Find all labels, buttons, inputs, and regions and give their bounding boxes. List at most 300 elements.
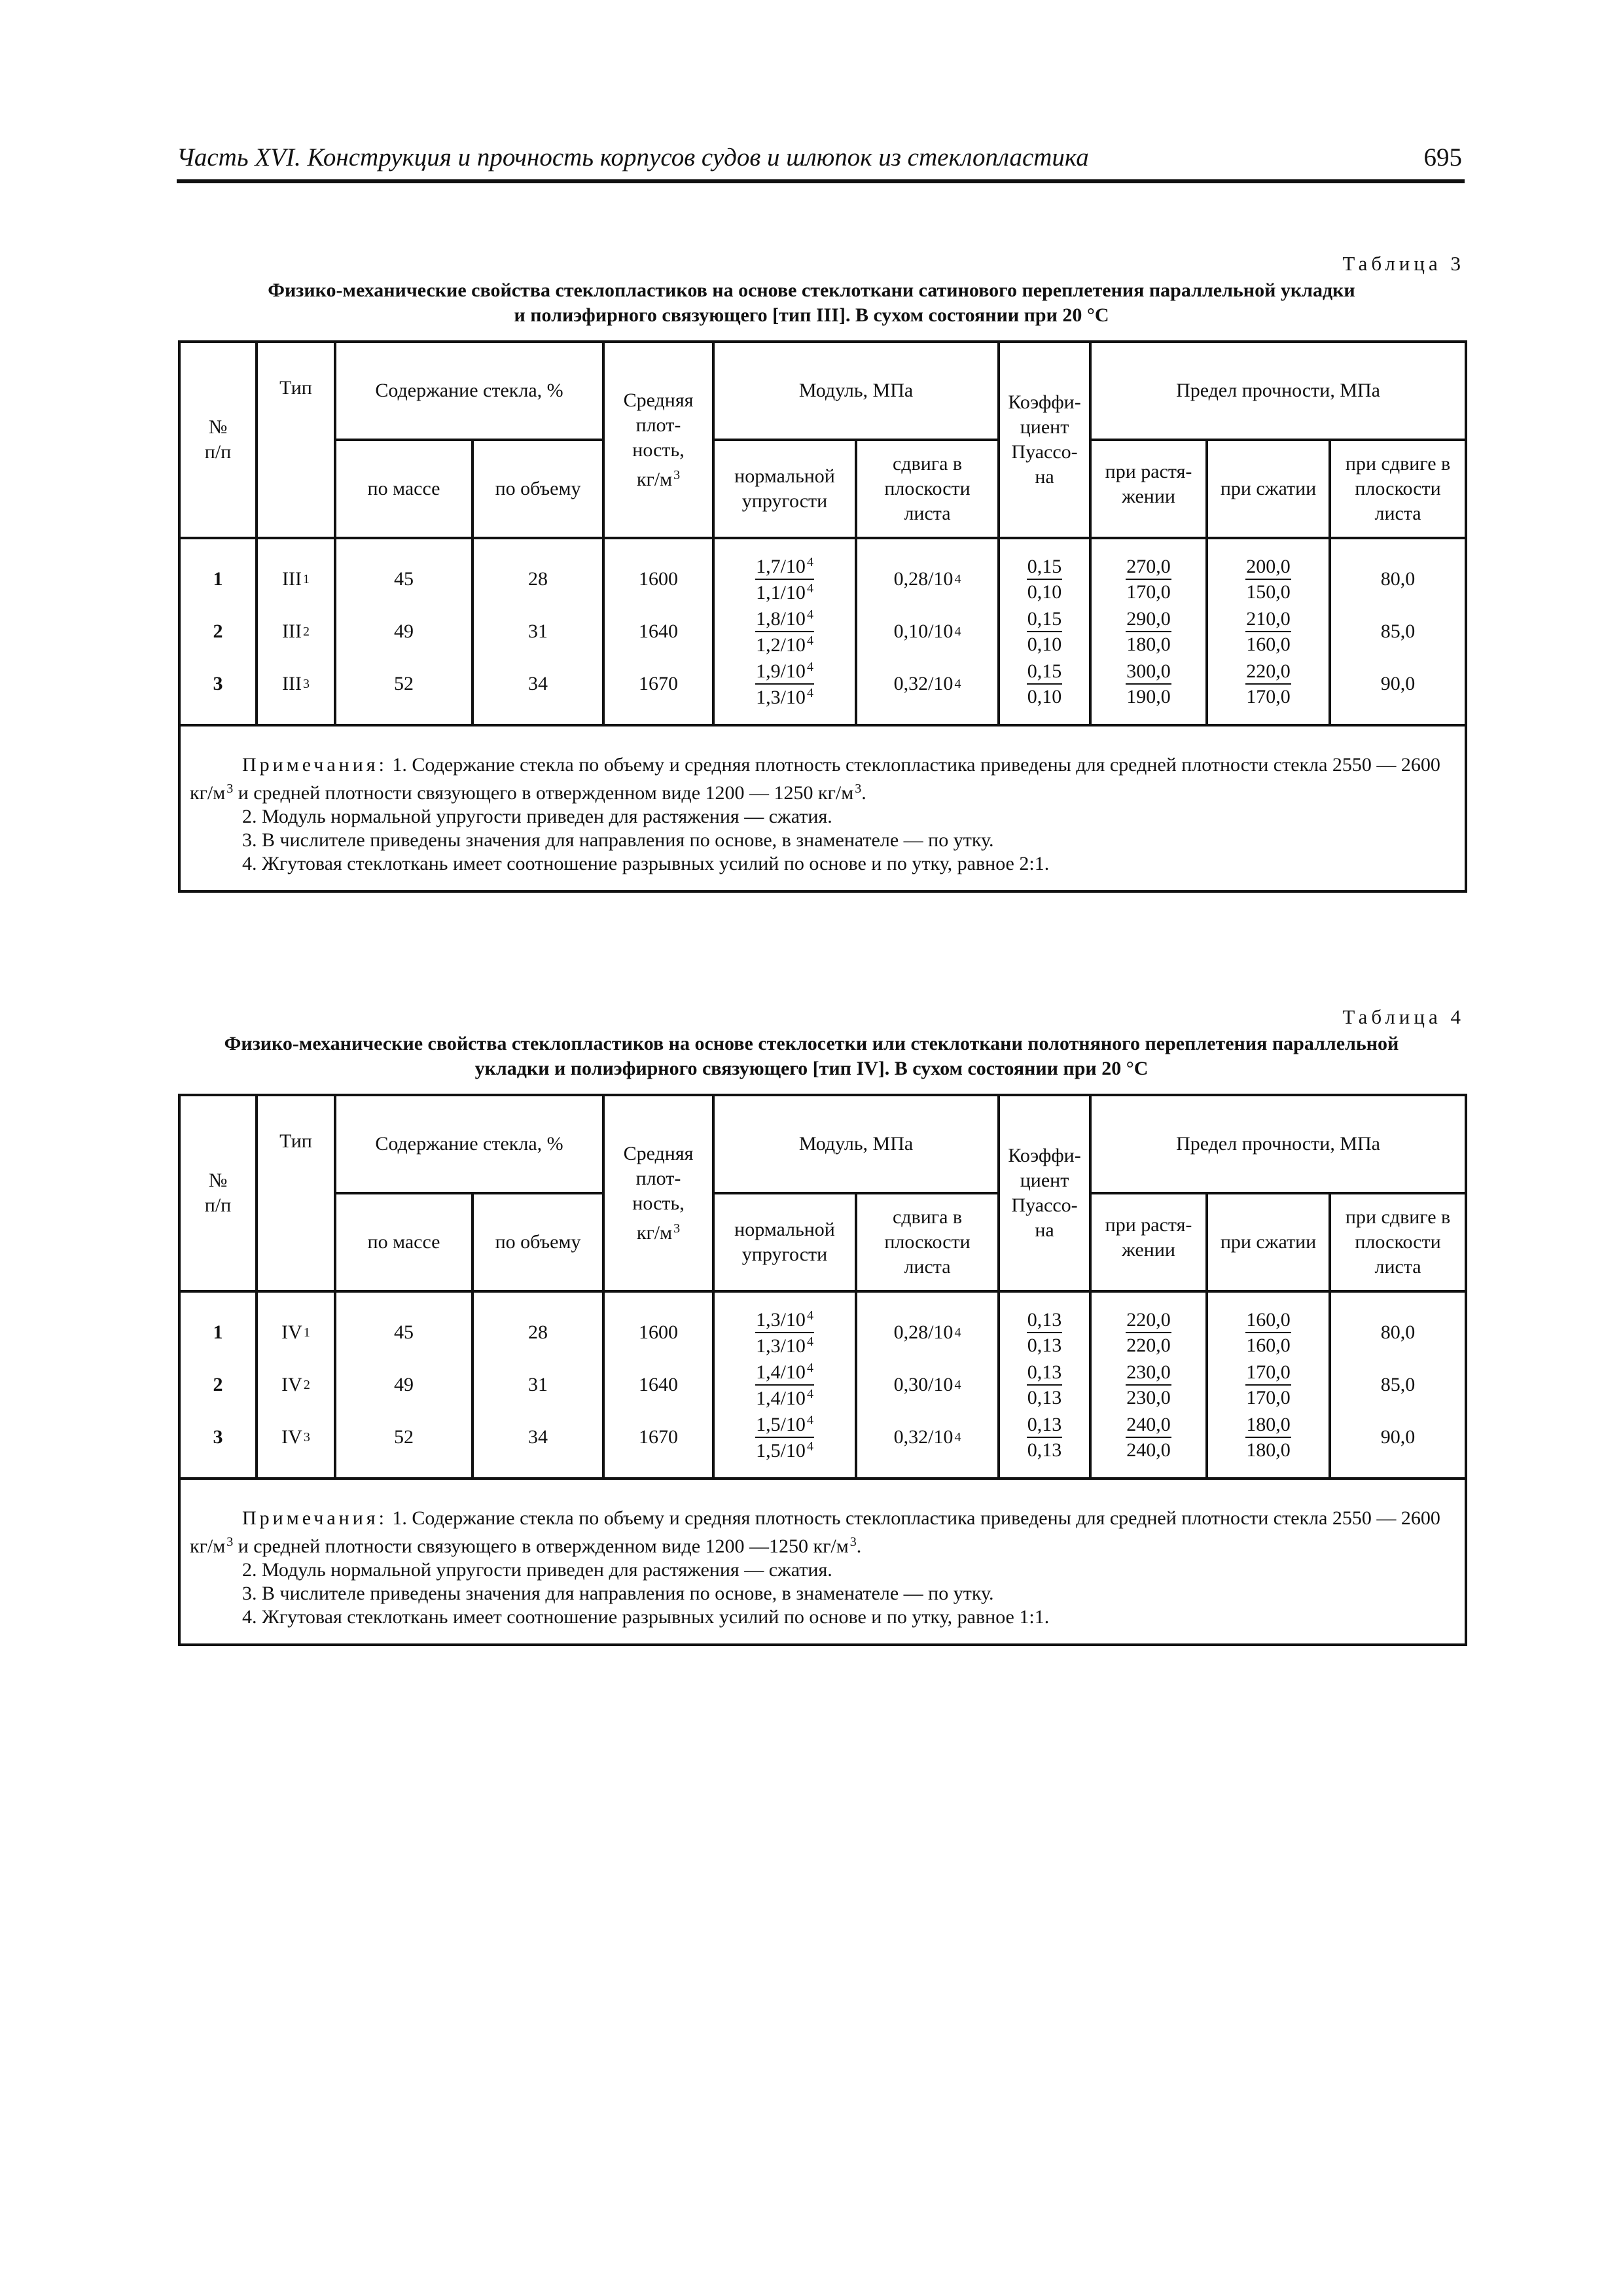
col-poisson-header [999, 1095, 1090, 1291]
running-header [177, 143, 1465, 183]
denominator [1126, 685, 1171, 708]
col-shear-modulus-header [856, 1193, 999, 1291]
row-2-n [181, 605, 255, 658]
fraction-mod [755, 1309, 814, 1357]
fraction-mod [755, 1361, 814, 1409]
notes-cell [179, 725, 1466, 891]
denominator [1246, 1438, 1291, 1461]
cell-by-volume [473, 538, 603, 725]
row-3-vol [474, 1411, 602, 1463]
row-1-p [1000, 1306, 1089, 1359]
cell-shear-modulus [856, 538, 999, 725]
page-number: 695 [1423, 143, 1462, 171]
denominator [1027, 580, 1062, 603]
col-shear-strength-line1: при сдвиге в [1345, 1206, 1451, 1228]
row-1-mod [715, 553, 855, 605]
col-normal-line1: нормальной [734, 465, 835, 487]
table-4-caption-line2: укладки и полиэфирного связующего [тип IV]. В сухом состоянии при 20 °С [474, 1058, 1149, 1079]
denominator-value: 0,13 [1027, 1335, 1062, 1356]
value-mass: 49 [394, 1374, 414, 1395]
denominator-exponent: 4 [806, 581, 813, 596]
denominator-value: 220,0 [1126, 1335, 1171, 1356]
row-3-shear [857, 658, 997, 710]
col-normal-modulus-header [713, 440, 856, 538]
denominator-value: 180,0 [1246, 1439, 1291, 1461]
header-row-2 [179, 1193, 1466, 1291]
cell-compression [1207, 538, 1330, 725]
numerator-value: 220,0 [1126, 1308, 1171, 1331]
denominator-value: 1,3/10 [756, 1335, 806, 1357]
numerator-value: 270,0 [1126, 555, 1171, 577]
col-shear-strength-line2: плоскости [1355, 1231, 1441, 1253]
row-2-s [1331, 1359, 1465, 1411]
denominator-value: 240,0 [1126, 1439, 1171, 1461]
value-mass: 45 [394, 568, 414, 590]
col-shear-line1: сдвига в [892, 453, 963, 475]
row-2-p [1000, 605, 1089, 658]
numerator-value: 1,5/10 [756, 1413, 806, 1435]
material-type: IV [281, 1426, 302, 1448]
material-type-subscript: 2 [303, 1378, 310, 1392]
cell-by-volume [473, 1291, 603, 1479]
numerator [1027, 1414, 1063, 1439]
col-density-line2: плот- [635, 414, 681, 436]
shear-modulus-value: 0,28/10 [893, 1321, 954, 1343]
col-by-mass-header: по массе [335, 1193, 473, 1291]
cell-density [603, 1291, 713, 1479]
numerator-exponent: 4 [806, 607, 813, 622]
row-1-mass [336, 1306, 471, 1359]
col-number-line1: № [208, 416, 228, 438]
cell-normal-modulus [713, 1291, 856, 1479]
col-normal-line2: упругости [741, 1244, 828, 1265]
row-2-s [1331, 605, 1465, 658]
denominator-value: 170,0 [1246, 686, 1291, 708]
row-3-shear [857, 1411, 997, 1463]
row-2-density [605, 1359, 712, 1411]
denominator [1126, 1386, 1171, 1408]
numerator [1245, 1414, 1291, 1439]
table-3-caption-line1: Физико-механические свойства стеклопластиков на основе стеклоткани сатинового переплетения параллельной укладки [268, 279, 1355, 301]
numerator-value: 0,15 [1027, 660, 1062, 682]
fraction-p [1027, 556, 1063, 603]
row-1-n [181, 1306, 255, 1359]
numerator-exponent: 4 [806, 554, 813, 569]
fraction-c [1245, 1310, 1291, 1356]
row-3-s [1331, 658, 1465, 710]
material-type: III [282, 568, 302, 590]
col-poisson-line1: Коэффи- [1008, 391, 1081, 413]
numerator [1126, 609, 1171, 633]
row-1-p [1000, 553, 1089, 605]
material-type-subscript: 3 [303, 1430, 310, 1444]
shear-modulus-value: 0,32/10 [893, 1426, 954, 1448]
cell-shear-strength [1330, 538, 1466, 725]
col-tension-line1: при растя- [1105, 461, 1192, 482]
cell-shear-strength [1330, 1291, 1466, 1479]
fraction-t [1126, 1362, 1171, 1408]
fraction-p [1027, 661, 1063, 708]
row-2-c [1208, 605, 1329, 658]
denominator [1027, 1333, 1062, 1356]
fraction-t [1126, 609, 1171, 655]
numerator-exponent: 4 [806, 1360, 813, 1375]
cell-poisson [999, 538, 1090, 725]
col-shear-line2: плоскости [884, 1231, 971, 1253]
table-4-caption [154, 1031, 1469, 1081]
row-3-t [1092, 1411, 1205, 1463]
material-type-subscript: 1 [303, 1325, 310, 1340]
row-2-t [1092, 1359, 1205, 1411]
shear-modulus-value: 0,30/10 [893, 1374, 954, 1395]
denominator [1246, 685, 1291, 708]
value-density: 1670 [639, 673, 679, 694]
row-number: 3 [213, 1426, 223, 1448]
fraction-t [1126, 1414, 1171, 1461]
numerator-value: 200,0 [1246, 555, 1291, 577]
col-density-header [603, 1095, 713, 1291]
row-2-p [1000, 1359, 1089, 1411]
shear-modulus-exponent: 4 [954, 624, 961, 639]
col-compression-header: при сжатии [1207, 1193, 1330, 1291]
value-mass: 49 [394, 620, 414, 642]
denominator-value: 230,0 [1126, 1387, 1171, 1408]
row-number: 3 [213, 673, 223, 694]
col-type-header: Тип [257, 342, 335, 538]
cell-density [603, 538, 713, 725]
numerator [755, 660, 814, 685]
note-3: 3. В числителе приведены значения для направления по основе, в знаменателе — по утку. [242, 829, 994, 851]
fraction-p [1027, 1362, 1063, 1408]
denominator-exponent: 4 [806, 686, 813, 700]
row-1-s [1331, 1306, 1465, 1359]
numerator-value: 220,0 [1246, 660, 1291, 682]
numerator-value: 170,0 [1246, 1361, 1291, 1383]
numerator [755, 1414, 814, 1439]
denominator-value: 160,0 [1246, 634, 1291, 655]
material-type-subscript: 2 [302, 624, 310, 639]
data-row [179, 1291, 1466, 1479]
col-modulus-header: Модуль, МПа [713, 1095, 999, 1193]
col-type-header: Тип [257, 1095, 335, 1291]
row-1-vol [474, 1306, 602, 1359]
denominator [1027, 685, 1062, 708]
numerator [1027, 609, 1063, 633]
row-2-type [258, 1359, 334, 1411]
cell-tension [1090, 1291, 1207, 1479]
row-3-t [1092, 658, 1205, 710]
value-vol: 34 [528, 673, 548, 694]
denominator-exponent: 4 [806, 1439, 813, 1454]
col-poisson-line3: Пуассо- [1011, 1194, 1078, 1216]
col-shear-line3: листа [904, 1256, 951, 1278]
cell-number [179, 1291, 257, 1479]
col-shear-strength-line2: плоскости [1355, 478, 1441, 499]
numerator [755, 1361, 814, 1386]
numerator-value: 1,7/10 [756, 555, 806, 577]
numerator-exponent: 4 [806, 1412, 813, 1427]
row-2-mod [715, 1359, 855, 1411]
value-s: 85,0 [1380, 1374, 1416, 1395]
col-normal-modulus-header [713, 1193, 856, 1291]
denominator-value: 150,0 [1246, 581, 1291, 603]
row-2-mod [715, 605, 855, 658]
row-1-t [1092, 553, 1205, 605]
table4-properties-table [178, 1094, 1467, 1646]
value-vol: 28 [528, 1321, 548, 1343]
col-tension-header [1090, 1193, 1207, 1291]
col-by-mass-header: по массе [335, 440, 473, 538]
row-3-mod [715, 1411, 855, 1463]
denominator-value: 1,4/10 [756, 1388, 806, 1409]
col-poisson-line3: Пуассо- [1011, 441, 1078, 463]
row-1-type [258, 553, 334, 605]
row-3-p [1000, 658, 1089, 710]
value-s: 85,0 [1380, 620, 1416, 642]
col-poisson-line2: циент [1020, 416, 1069, 438]
denominator [1027, 1438, 1062, 1461]
col-density-line3: ность, [632, 439, 685, 461]
col-density-line1: Средняя [623, 389, 694, 411]
denominator [756, 685, 813, 708]
denominator [756, 632, 813, 656]
denominator-exponent: 4 [806, 1335, 813, 1349]
note-1-part-b: и средней плотности связующего в отвержденном виде 1200 —1250 кг/м [233, 1535, 849, 1557]
denominator-exponent: 4 [806, 634, 813, 648]
numerator [1245, 556, 1291, 581]
notes-row [179, 1479, 1466, 1645]
numerator-value: 0,13 [1027, 1413, 1062, 1435]
row-3-mass [336, 658, 471, 710]
note-4: 4. Жгутовая стеклоткань имеет соотношение разрывных усилий по основе и по утку, равное 1:1. [242, 1605, 1050, 1628]
row-1-n [181, 553, 255, 605]
numerator-value: 230,0 [1126, 1361, 1171, 1383]
material-type: IV [281, 1374, 302, 1395]
row-2-shear [857, 605, 997, 658]
col-shear-strength-line3: листа [1374, 503, 1421, 524]
denominator-value: 0,10 [1027, 686, 1062, 708]
col-glass-header: Содержание стекла, % [335, 342, 603, 440]
numerator-value: 210,0 [1246, 607, 1291, 630]
row-2-vol [474, 1359, 602, 1411]
fraction-c [1245, 661, 1291, 708]
numerator-value: 290,0 [1126, 607, 1171, 630]
fraction-c [1245, 1414, 1291, 1461]
col-by-volume-header: по объему [473, 440, 603, 538]
denominator [756, 1438, 813, 1462]
fraction-mod [755, 1414, 814, 1462]
numerator [1126, 1362, 1171, 1386]
cell-tension [1090, 538, 1207, 725]
col-density-line1: Средняя [623, 1142, 694, 1164]
numerator [1027, 1362, 1063, 1386]
cell-by-mass [335, 538, 473, 725]
header-row-2 [179, 440, 1466, 538]
numerator-value: 1,9/10 [756, 660, 806, 682]
note-1-part-b: и средней плотности связующего в отвержденном виде 1200 — 1250 кг/м [233, 781, 854, 804]
row-3-mod [715, 658, 855, 710]
note-1: Примечания: 1. Содержание стекла по объему и средняя плотность стеклопластика приведены для средней плотности стекла 2550 — 2600 кг/м $^3$ и средней плотности связующего в отвержденном виде 1200 — 1250 кг/м $^3$. [190, 753, 1440, 804]
numerator [1245, 661, 1291, 685]
row-3-type [258, 658, 334, 710]
table-3-caption-line2: и полиэфирного связующего [тип III]. В сухом состоянии при 20 °С [514, 304, 1109, 326]
numerator-value: 1,3/10 [756, 1308, 806, 1331]
col-shear-strength-header [1330, 440, 1466, 538]
row-2-mass [336, 1359, 471, 1411]
denominator-value: 0,13 [1027, 1439, 1062, 1461]
note-1-exponent-b: 3 [849, 1534, 857, 1549]
note-1-exponent-a: 3 [226, 781, 234, 796]
table-4-label: Таблица 4 [1342, 1005, 1465, 1028]
col-number-header [179, 342, 257, 538]
col-density-line4: кг/м [636, 1221, 673, 1244]
note-1: Примечания: 1. Содержание стекла по объему и средняя плотность стеклопластика приведены для средней плотности стекла 2550 — 2600 кг/м $^3$ и средней плотности связующего в отвержденном виде 1200 —1250 кг/м $^3$. [190, 1507, 1440, 1557]
row-1-mod [715, 1306, 855, 1359]
note-1-part-a: 1. Содержание стекла по объему и средняя плотность стеклопластика приведены для средней плотности стекла 2550 — 2600 кг/м [190, 753, 1440, 804]
shear-modulus-exponent: 4 [954, 1325, 961, 1340]
denominator [1126, 632, 1171, 655]
value-density: 1600 [639, 568, 679, 590]
shear-modulus-exponent: 4 [954, 1378, 961, 1392]
note-1-exponent-b: 3 [855, 781, 862, 796]
shear-modulus-exponent: 4 [954, 572, 961, 586]
row-1-c [1208, 553, 1329, 605]
fraction-c [1245, 1362, 1291, 1408]
numerator [755, 556, 814, 581]
row-1-vol [474, 553, 602, 605]
material-type: IV [281, 1321, 302, 1343]
denominator [756, 580, 813, 603]
density-unit-exponent: 3 [673, 1221, 681, 1236]
note-2: 2. Модуль нормальной упругости приведен для растяжения — сжатия. [242, 1558, 832, 1581]
cell-type [257, 1291, 335, 1479]
value-vol: 28 [528, 568, 548, 590]
row-2-shear [857, 1359, 997, 1411]
row-number: 2 [213, 620, 223, 642]
numerator [1245, 609, 1291, 633]
denominator-value: 180,0 [1126, 634, 1171, 655]
row-1-c [1208, 1306, 1329, 1359]
value-density: 1670 [639, 1426, 679, 1448]
row-1-type [258, 1306, 334, 1359]
col-number-header [179, 1095, 257, 1291]
numerator [1245, 1310, 1291, 1334]
cell-normal-modulus [713, 538, 856, 725]
col-poisson-line1: Коэффи- [1008, 1145, 1081, 1166]
denominator [1246, 580, 1291, 603]
row-1-shear [857, 1306, 997, 1359]
table3-properties-table [178, 340, 1467, 893]
shear-modulus-exponent: 4 [954, 1430, 961, 1444]
table-4-caption-line1: Физико-механические свойства стеклопластиков на основе стеклосетки или стеклоткани полотняного переплетения параллельной [224, 1033, 1399, 1054]
value-mass: 52 [394, 1426, 414, 1448]
denominator-value: 170,0 [1246, 1387, 1291, 1408]
col-poisson-line2: циент [1020, 1170, 1069, 1191]
numerator [1027, 556, 1063, 581]
value-density: 1640 [639, 620, 679, 642]
density-unit-exponent: 3 [673, 467, 681, 482]
col-number-line2: п/п [204, 441, 232, 463]
row-3-density [605, 1411, 712, 1463]
fraction-mod [755, 608, 814, 656]
value-density: 1600 [639, 1321, 679, 1343]
col-density-header [603, 342, 713, 538]
denominator-value: 1,2/10 [756, 634, 806, 656]
numerator-value: 0,13 [1027, 1361, 1062, 1383]
cell-compression [1207, 1291, 1330, 1479]
row-2-type [258, 605, 334, 658]
running-header-title: Часть XVI. Конструкция и прочность корпусов судов и шлюпок из стеклопластика [177, 143, 1089, 171]
numerator-value: 1,8/10 [756, 607, 806, 630]
numerator [1126, 556, 1171, 581]
notes-label: Примечания: [242, 1507, 387, 1529]
row-number: 1 [213, 1321, 223, 1343]
col-tension-line1: при растя- [1105, 1214, 1192, 1236]
numerator-exponent: 4 [806, 1308, 813, 1323]
numerator-value: 0,15 [1027, 555, 1062, 577]
value-vol: 34 [528, 1426, 548, 1448]
denominator [1246, 632, 1291, 655]
col-shear-strength-line3: листа [1374, 1256, 1421, 1278]
row-3-c [1208, 1411, 1329, 1463]
note-1-part-a: 1. Содержание стекла по объему и средняя плотность стеклопластика приведены для средней плотности стекла 2550 — 2600 кг/м [190, 1507, 1440, 1557]
shear-modulus-value: 0,28/10 [893, 568, 954, 590]
cell-shear-modulus [856, 1291, 999, 1479]
row-1-mass [336, 553, 471, 605]
row-3-s [1331, 1411, 1465, 1463]
row-3-mass [336, 1411, 471, 1463]
row-3-n [181, 1411, 255, 1463]
fraction-c [1245, 556, 1291, 603]
col-shear-strength-header [1330, 1193, 1466, 1291]
numerator [1027, 661, 1063, 685]
denominator-value: 1,5/10 [756, 1440, 806, 1462]
numerator-value: 300,0 [1126, 660, 1171, 682]
col-compression-header: при сжатии [1207, 440, 1330, 538]
denominator [1027, 1386, 1062, 1408]
data-row [179, 538, 1466, 725]
row-1-density [605, 1306, 712, 1359]
table-3-caption [154, 278, 1469, 328]
denominator [756, 1333, 813, 1357]
cell-by-mass [335, 1291, 473, 1479]
numerator [1027, 1310, 1063, 1334]
cell-number [179, 538, 257, 725]
col-poisson-line4: на [1035, 1219, 1054, 1241]
denominator [1027, 632, 1062, 655]
numerator-value: 180,0 [1246, 1413, 1291, 1435]
fraction-p [1027, 1414, 1063, 1461]
col-density-line3: ность, [632, 1192, 685, 1214]
row-3-p [1000, 1411, 1089, 1463]
numerator-value: 160,0 [1246, 1308, 1291, 1331]
fraction-mod [755, 660, 814, 708]
col-poisson-header [999, 342, 1090, 538]
row-3-c [1208, 658, 1329, 710]
value-s: 90,0 [1380, 673, 1416, 694]
value-s: 80,0 [1380, 1321, 1416, 1343]
col-density-line4: кг/м [636, 468, 673, 490]
row-1-density [605, 553, 712, 605]
denominator-value: 0,10 [1027, 634, 1062, 655]
notes-label: Примечания: [242, 753, 387, 776]
row-2-density [605, 605, 712, 658]
note-1-exponent-a: 3 [226, 1534, 234, 1549]
row-2-mass [336, 605, 471, 658]
header-row-1 [179, 342, 1466, 440]
note-3: 3. В числителе приведены значения для направления по основе, в знаменателе — по утку. [242, 1582, 994, 1604]
value-mass: 52 [394, 673, 414, 694]
